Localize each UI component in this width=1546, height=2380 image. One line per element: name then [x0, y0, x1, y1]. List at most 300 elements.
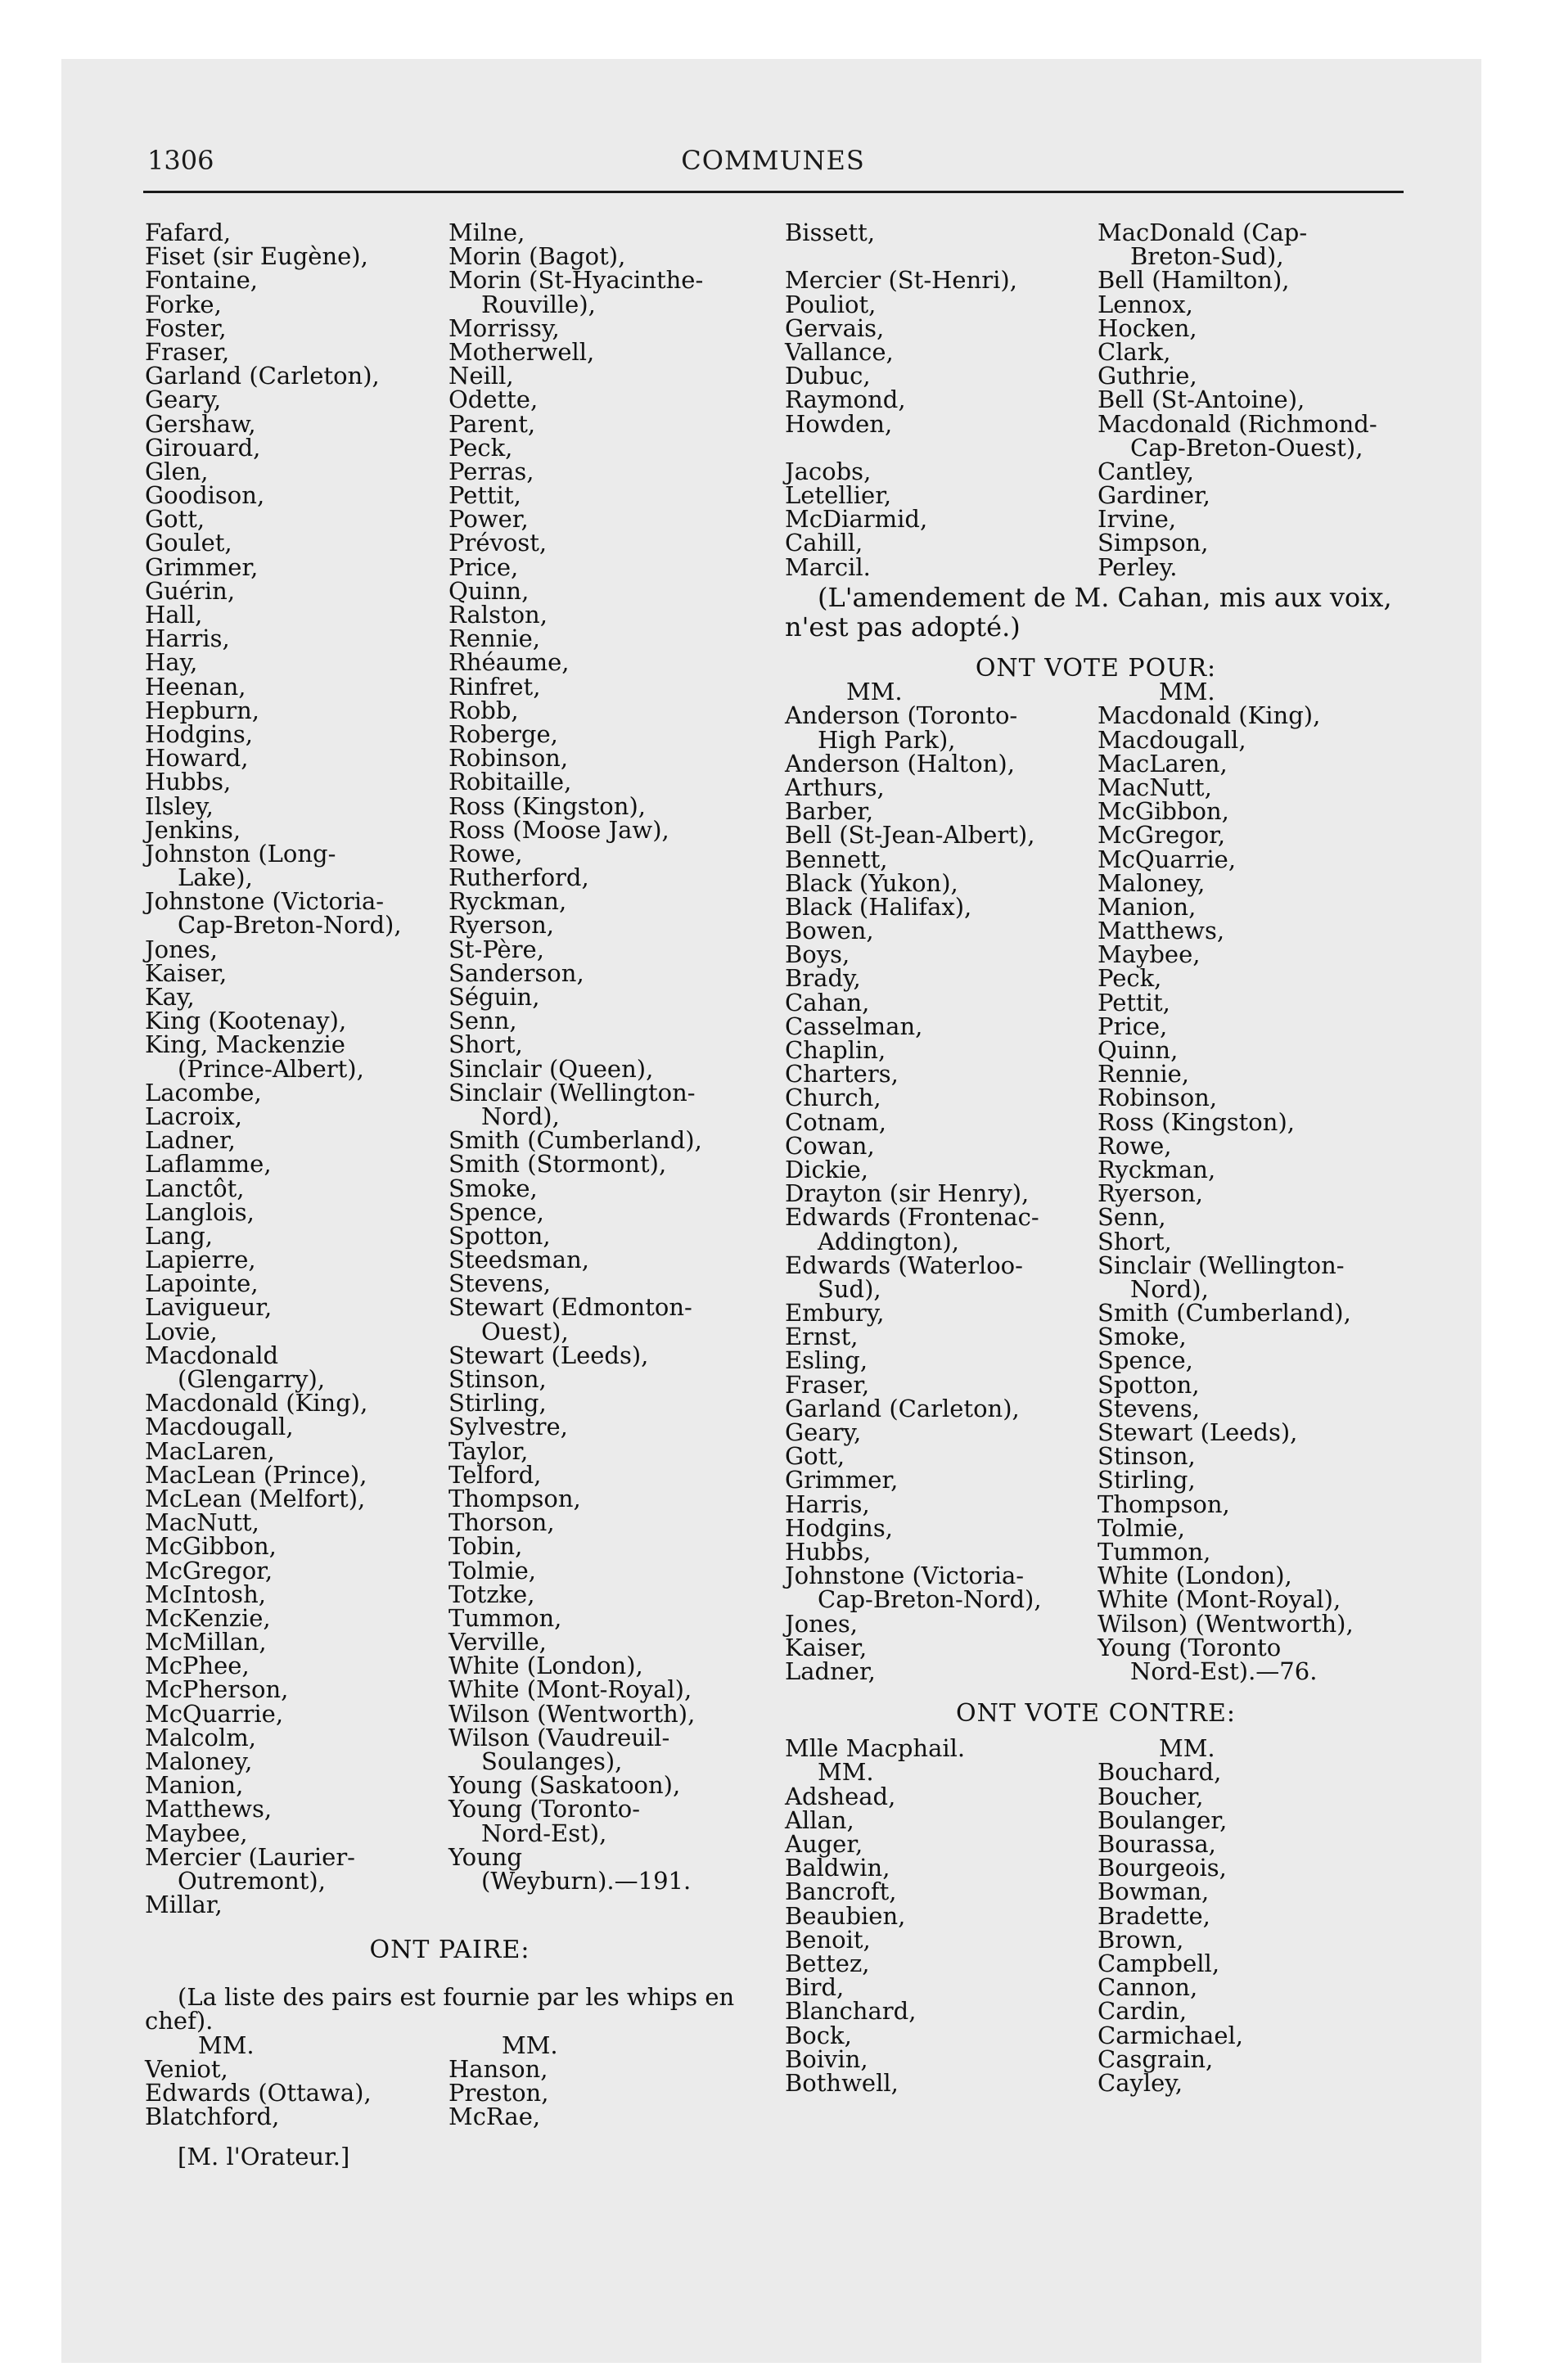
member-name: Stinson,	[1098, 1442, 1196, 1471]
member-name: (Prince-Albert),	[178, 1054, 364, 1083]
pairs-right-list	[448, 2054, 549, 2131]
member-name: Sanderson,	[448, 958, 584, 987]
name-list	[1098, 221, 1377, 579]
member-name: Bradette,	[1098, 1901, 1210, 1930]
member-name: Casselman,	[785, 1012, 923, 1040]
member-name: Short,	[1098, 1227, 1172, 1255]
member-name: Cap-Breton-Nord),	[818, 1585, 1042, 1614]
member-name: Charters,	[785, 1060, 899, 1089]
member-name: Boivin,	[785, 2044, 868, 2073]
pairs-note: (La liste des pairs est fournie par les whips en chef).	[145, 1983, 735, 2035]
member-name: Bouchard,	[1098, 1758, 1222, 1787]
member-name: Maloney,	[145, 1747, 253, 1775]
member-name: Boulanger,	[1098, 1805, 1228, 1834]
member-name: Cotnam,	[785, 1107, 886, 1136]
member-name: Chaplin,	[785, 1036, 886, 1065]
member-name: Manion,	[145, 1771, 244, 1800]
member-name: McIntosh,	[145, 1580, 266, 1608]
member-name: Price,	[1098, 1012, 1168, 1040]
member-name: Gardiner,	[1098, 481, 1210, 510]
member-name: Irvine,	[1098, 505, 1177, 534]
member-name: High Park),	[818, 725, 956, 754]
member-name: Spotton,	[448, 1221, 551, 1250]
member-name: McGibbon,	[145, 1532, 277, 1561]
member-name: Bird,	[785, 1973, 845, 2002]
member-name: Harris,	[785, 1490, 870, 1518]
member-name: Verville,	[448, 1628, 547, 1657]
member-name: Ouest),	[481, 1317, 569, 1346]
member-name: Blatchford,	[145, 2103, 280, 2131]
member-name: Macdonald (King),	[1098, 701, 1321, 730]
member-name: Bourgeois,	[1098, 1854, 1227, 1882]
member-name: (Weyburn).—191.	[481, 1866, 692, 1895]
member-name: Arthurs,	[785, 773, 885, 801]
member-name: McQuarrie,	[1098, 845, 1237, 873]
member-name: Black (Halifax),	[785, 892, 972, 921]
member-name: Thompson,	[1098, 1490, 1230, 1518]
contre-heading: ONT VOTE CONTRE:	[956, 1699, 1236, 1729]
member-name: MacNutt,	[1098, 773, 1212, 801]
member-name: Bothwell,	[785, 2068, 899, 2097]
member-name: Young (Toronto	[1098, 1633, 1282, 1661]
member-name: Sud),	[818, 1274, 881, 1303]
member-name: Fraser,	[785, 1370, 870, 1399]
mm-label: MM.	[1159, 1734, 1215, 1763]
member-name: Bancroft,	[785, 1877, 897, 1906]
member-name: Lacombe,	[145, 1078, 262, 1107]
pour-left-list	[785, 701, 1098, 1685]
member-name: Nord),	[1130, 1274, 1209, 1303]
member-name: MacLaren,	[1098, 749, 1228, 778]
member-name: Mercier (St-Henri),	[785, 266, 1017, 295]
member-name: Smith (Cumberland),	[1098, 1299, 1351, 1327]
member-name	[785, 245, 1017, 268]
member-name: Prévost,	[448, 529, 548, 557]
member-name: Jones,	[145, 935, 219, 963]
member-name: Sinclair (Wellington-	[448, 1078, 696, 1107]
member-name: Jacobs,	[785, 457, 872, 485]
member-name: McGregor,	[145, 1556, 273, 1584]
member-name: McMillan,	[145, 1628, 267, 1657]
pairs-section	[145, 1938, 755, 2170]
member-name: Fontaine,	[145, 266, 258, 295]
name-list	[448, 221, 703, 1893]
member-name: Rinfret,	[448, 672, 541, 701]
member-name: Boucher,	[1098, 1782, 1204, 1810]
member-name: Geary,	[145, 385, 222, 414]
member-name: White (Mont-Royal),	[1098, 1585, 1341, 1614]
member-name: Fafard,	[145, 219, 232, 246]
member-name: Heenan,	[145, 672, 246, 701]
member-name: Séguin,	[448, 983, 540, 1011]
member-name: Goulet,	[145, 529, 232, 557]
member-name: Quinn,	[1098, 1036, 1179, 1065]
member-name: Letellier,	[785, 481, 892, 510]
member-name: Sinclair (Queen),	[448, 1054, 654, 1083]
member-name: Nord),	[481, 1102, 560, 1130]
member-name: Soulanges),	[481, 1747, 623, 1775]
member-name: Hodgins,	[785, 1513, 893, 1542]
member-name: Macdonald	[145, 1341, 279, 1369]
member-name: Stewart (Edmonton-	[448, 1293, 692, 1322]
member-name: Lake),	[178, 863, 253, 892]
member-name: Goodison,	[145, 481, 265, 510]
member-name: Bell (Hamilton),	[1098, 266, 1290, 295]
member-name: Barber,	[785, 797, 874, 826]
member-name: Anderson (Toronto-	[785, 701, 1018, 730]
member-name: Lapointe,	[145, 1269, 259, 1298]
member-name: Lanctôt,	[145, 1174, 245, 1202]
member-name: Gershaw,	[145, 409, 256, 438]
member-name: Pouliot,	[785, 290, 877, 318]
pour-right-list	[1098, 701, 1354, 1685]
member-name: Totzke,	[448, 1580, 535, 1608]
member-name: Rouville),	[481, 290, 596, 318]
member-name: MacLean (Prince),	[145, 1460, 367, 1489]
member-name: Jenkins,	[145, 815, 241, 844]
member-name: Peck,	[1098, 964, 1162, 993]
member-name: Esling,	[785, 1346, 868, 1375]
member-name: Edwards (Frontenac-	[785, 1203, 1039, 1232]
member-name: Blanchard,	[785, 1997, 917, 2026]
member-name: Lennox,	[1098, 290, 1193, 318]
member-name: King, Mackenzie	[145, 1030, 345, 1059]
member-name: Johnston (Long-	[145, 839, 336, 868]
member-name: Manion,	[1098, 892, 1197, 921]
member-name: Johnstone (Victoria-	[785, 1562, 1025, 1590]
member-name: Stirling,	[448, 1389, 547, 1418]
member-name: Morin (Bagot),	[448, 242, 626, 271]
member-name: MacLaren,	[145, 1436, 275, 1465]
member-name: McGregor,	[1098, 821, 1226, 850]
right-half-votes	[785, 583, 1407, 2095]
member-name: Malcolm,	[145, 1723, 256, 1751]
member-name: Stinson,	[448, 1365, 547, 1393]
member-name: Gott,	[785, 1442, 845, 1471]
member-name: Ralston,	[448, 601, 548, 629]
member-name: Guthrie,	[1098, 362, 1197, 390]
vote-column-4	[1098, 221, 1377, 579]
member-name	[785, 436, 1017, 460]
contre-left-head	[785, 1734, 1098, 1787]
member-name: Quinn,	[448, 576, 530, 605]
member-name: Tummon,	[448, 1603, 562, 1632]
member-name: McPherson,	[145, 1675, 289, 1704]
member-name: Langlois,	[145, 1197, 255, 1226]
member-name: Bettez,	[785, 1949, 870, 1977]
member-name: Drayton (sir Henry),	[785, 1179, 1030, 1208]
member-name: Rowe,	[1098, 1131, 1172, 1160]
member-name: Hocken,	[1098, 313, 1197, 342]
member-name: Casgrain,	[1098, 2044, 1214, 2073]
member-name: Preston,	[448, 2079, 549, 2107]
member-name: Perras,	[448, 457, 534, 485]
member-name: Marcil.	[785, 552, 871, 581]
member-name: McPhee,	[145, 1652, 250, 1680]
member-name: Laflamme,	[145, 1150, 272, 1179]
member-name: Macdonald (Richmond-	[1098, 409, 1377, 438]
member-name: Ross (Kingston),	[448, 791, 646, 820]
member-name: Lovie,	[145, 1317, 218, 1346]
mlle-entry: Mlle Macphail.	[785, 1734, 966, 1763]
contre-mm-row	[785, 1734, 1407, 1787]
member-name: Roberge,	[448, 719, 558, 748]
mm-label: MM.	[502, 2031, 558, 2059]
member-name: Bock,	[785, 2021, 852, 2049]
member-name: Tolmie,	[1098, 1513, 1185, 1542]
member-name: Smith (Stormont),	[448, 1150, 667, 1179]
member-name: Smoke,	[448, 1174, 538, 1202]
amendment-result: (L'amendement de M. Cahan, mis aux voix, n'est pas adopté.)	[785, 582, 1392, 642]
pairs-heading: ONT PAIRE:	[369, 1936, 530, 1964]
contre-left-list	[785, 1782, 1098, 2097]
member-name: Clark,	[1098, 337, 1171, 366]
mm-label: MM.	[846, 678, 903, 706]
member-name: Breton-Sud),	[1130, 242, 1284, 271]
vote-column-3	[785, 221, 1017, 579]
member-name: Ernst,	[785, 1323, 859, 1351]
pour-mm-row	[785, 680, 1407, 704]
member-name: Nord-Est).—76.	[1130, 1657, 1318, 1685]
mm-label: MM.	[198, 2031, 255, 2059]
member-name: Sylvestre,	[448, 1413, 568, 1441]
member-name: Brady,	[785, 964, 861, 993]
member-name: Forke,	[145, 290, 222, 318]
member-name: McLean (Melfort),	[145, 1484, 366, 1512]
member-name: Bowman,	[1098, 1877, 1210, 1906]
member-name: Cahill,	[785, 529, 863, 557]
pour-heading: ONT VOTE POUR:	[975, 654, 1217, 683]
member-name: Ilsley,	[145, 791, 214, 820]
member-name: Hodgins,	[145, 719, 253, 748]
member-name: Kay,	[145, 983, 195, 1011]
member-name: Thompson,	[448, 1484, 581, 1512]
member-name: Howard,	[145, 744, 249, 773]
member-name: Veniot,	[145, 2054, 228, 2083]
member-name: Senn,	[1098, 1203, 1166, 1232]
pairs-mm-row	[145, 2031, 755, 2059]
member-name: Ross (Moose Jaw),	[448, 815, 669, 844]
member-name: Young (Saskatoon),	[448, 1771, 681, 1800]
member-name: Wilson (Vaudreuil-	[448, 1723, 670, 1751]
member-name: Foster,	[145, 313, 227, 342]
member-name: Raymond,	[785, 385, 906, 414]
member-name: McQuarrie,	[145, 1699, 284, 1728]
mm-label: MM.	[1159, 678, 1215, 706]
member-name: Pettit,	[1098, 988, 1170, 1016]
member-name: Stirling,	[1098, 1466, 1196, 1494]
member-name: Rutherford,	[448, 863, 589, 892]
member-name: Hubbs,	[785, 1537, 872, 1566]
member-name: Power,	[448, 505, 529, 534]
member-name: McKenzie,	[145, 1603, 271, 1632]
member-name: Price,	[448, 552, 519, 581]
member-name: Stevens,	[448, 1269, 552, 1298]
member-name: Kaiser,	[145, 958, 228, 987]
member-name: Cantley,	[1098, 457, 1194, 485]
member-name: Cayley,	[1098, 2068, 1183, 2097]
member-name: Ross (Kingston),	[1098, 1107, 1295, 1136]
name-list	[785, 221, 1017, 579]
member-name: Steedsman,	[448, 1246, 589, 1274]
member-name: Millar,	[145, 1891, 223, 1919]
member-name: Fiset (sir Eugène),	[145, 242, 368, 271]
member-name: Smith (Cumberland),	[448, 1126, 702, 1155]
member-name: Maybee,	[145, 1819, 248, 1847]
member-name: Gott,	[145, 505, 205, 534]
member-name: Brown,	[1098, 1925, 1184, 1954]
member-name: Mercier (Laurier-	[145, 1842, 355, 1871]
member-name: Bourassa,	[1098, 1830, 1216, 1859]
member-name: Edwards (Waterloo-	[785, 1251, 1023, 1279]
member-name: Garland (Carleton),	[145, 362, 380, 390]
member-name: Kaiser,	[785, 1633, 868, 1661]
member-name: Wilson (Wentworth),	[448, 1699, 696, 1728]
member-name: Thorson,	[448, 1508, 555, 1537]
member-name: Dickie,	[785, 1155, 868, 1183]
member-name: Odette,	[448, 385, 539, 414]
vote-column-2	[448, 221, 703, 1893]
member-name: White (London),	[448, 1652, 643, 1680]
member-name: Telford,	[448, 1460, 542, 1489]
member-name: Stevens,	[1098, 1394, 1201, 1422]
member-name: Sinclair (Wellington-	[1098, 1251, 1345, 1279]
member-name: Robinson,	[448, 744, 569, 773]
pour-columns	[785, 701, 1407, 1685]
member-name: Spence,	[448, 1197, 544, 1226]
member-name: White (London),	[1098, 1562, 1292, 1590]
member-name: Young	[448, 1842, 523, 1871]
member-name: MacNutt,	[145, 1508, 259, 1537]
member-name: Tummon,	[1098, 1537, 1211, 1566]
member-name: Beaubien,	[785, 1901, 906, 1930]
member-name: Cap-Breton-Ouest),	[1130, 433, 1363, 462]
member-name: Anderson (Halton),	[785, 749, 1015, 778]
member-name: Vallance,	[785, 337, 894, 366]
member-name: Maloney,	[1098, 868, 1206, 897]
member-name: Parent,	[448, 409, 536, 438]
spacer	[145, 1962, 755, 1986]
member-name: Hanson,	[448, 2054, 548, 2083]
member-name: Howden,	[785, 409, 893, 438]
member-name: Harris,	[145, 624, 230, 653]
pairs-columns	[145, 2054, 755, 2131]
member-name: White (Mont-Royal),	[448, 1675, 692, 1704]
member-name: Geary,	[785, 1418, 862, 1447]
member-name: Robitaille,	[448, 768, 572, 796]
member-name: Black (Yukon),	[785, 868, 958, 897]
member-name: Lavigueur,	[145, 1293, 273, 1322]
member-name: Wilson) (Wentworth),	[1098, 1609, 1354, 1638]
member-name: Young (Toronto-	[448, 1795, 640, 1823]
member-name: McRae,	[448, 2103, 541, 2131]
member-name: Peck,	[448, 433, 513, 462]
member-name: Rennie,	[1098, 1060, 1190, 1089]
vote-column-1	[145, 221, 402, 1917]
member-name: Campbell,	[1098, 1949, 1220, 1977]
member-name: Tolmie,	[448, 1556, 536, 1584]
member-name: Embury,	[785, 1299, 885, 1327]
member-name: Benoit,	[785, 1925, 871, 1954]
member-name: Rhéaume,	[448, 648, 570, 677]
member-name: Church,	[785, 1084, 881, 1112]
member-name: Bell (St-Jean-Albert),	[785, 821, 1035, 850]
member-name: Macdonald (King),	[145, 1389, 368, 1418]
member-name: Motherwell,	[448, 337, 595, 366]
member-name: Outremont),	[178, 1866, 326, 1895]
member-name: Neill,	[448, 362, 514, 390]
member-name: Lang,	[145, 1221, 214, 1250]
member-name: Fraser,	[145, 337, 230, 366]
contre-right-list	[1098, 1760, 1243, 2095]
member-name: Bissett,	[785, 219, 876, 246]
page-title: COMMUNES	[681, 145, 865, 176]
name-list	[145, 221, 402, 1917]
member-name: Perley.	[1098, 552, 1178, 581]
member-name: Adshead,	[785, 1782, 896, 1810]
member-name: Grimmer,	[145, 552, 259, 581]
member-name: Tobin,	[448, 1532, 523, 1561]
member-name: King (Kootenay),	[145, 1007, 347, 1035]
member-name: Boys,	[785, 940, 850, 969]
member-name: Baldwin,	[785, 1854, 890, 1882]
member-name: Matthews,	[145, 1795, 273, 1823]
member-name: Smoke,	[1098, 1323, 1187, 1351]
member-name: Short,	[448, 1030, 523, 1059]
member-name: Taylor,	[448, 1436, 529, 1465]
member-name: Macdougall,	[145, 1413, 294, 1441]
member-name: MacDonald (Cap-	[1098, 219, 1308, 246]
member-name: Cahan,	[785, 988, 870, 1016]
member-name: McDiarmid,	[785, 505, 928, 534]
member-name: Hepburn,	[145, 696, 260, 724]
member-name: Hay,	[145, 648, 198, 677]
speaker-note: [M. l'Orateur.]	[178, 2143, 350, 2171]
member-name: Addington),	[818, 1227, 959, 1255]
member-name: Ryerson,	[1098, 1179, 1203, 1208]
member-name: Rowe,	[448, 839, 523, 868]
member-name: Pettit,	[448, 481, 521, 510]
member-name: Morin (St-Hyacinthe-	[448, 266, 704, 295]
member-name: Cowan,	[785, 1131, 875, 1160]
member-name: Robb,	[448, 696, 519, 724]
mm-label: MM.	[818, 1758, 874, 1787]
member-name: Lacroix,	[145, 1102, 242, 1130]
member-name: Garland (Carleton),	[785, 1394, 1020, 1422]
member-name: Auger,	[785, 1830, 863, 1859]
member-name: Stewart (Leeds),	[448, 1341, 649, 1369]
member-name: Johnstone (Victoria-	[145, 887, 385, 916]
member-name: Maybee,	[1098, 940, 1201, 969]
member-name: Robinson,	[1098, 1084, 1218, 1112]
member-name: Stewart (Leeds),	[1098, 1418, 1298, 1447]
member-name: Spence,	[1098, 1346, 1193, 1375]
member-name: Edwards (Ottawa),	[145, 2079, 372, 2107]
member-name: Macdougall,	[1098, 725, 1246, 754]
member-name: Grimmer,	[785, 1466, 899, 1494]
member-name: Ryckman,	[448, 887, 567, 916]
member-name: Lapierre,	[145, 1246, 256, 1274]
member-name: Cardin,	[1098, 1997, 1188, 2026]
member-name: Bell (St-Antoine),	[1098, 385, 1305, 414]
member-name: St-Père,	[448, 935, 544, 963]
member-name: Ryerson,	[448, 911, 554, 940]
pairs-left-list	[145, 2054, 448, 2131]
member-name: Gervais,	[785, 313, 885, 342]
member-name: Girouard,	[145, 433, 261, 462]
member-name: Bennett,	[785, 845, 888, 873]
member-name: Dubuc,	[785, 362, 871, 390]
